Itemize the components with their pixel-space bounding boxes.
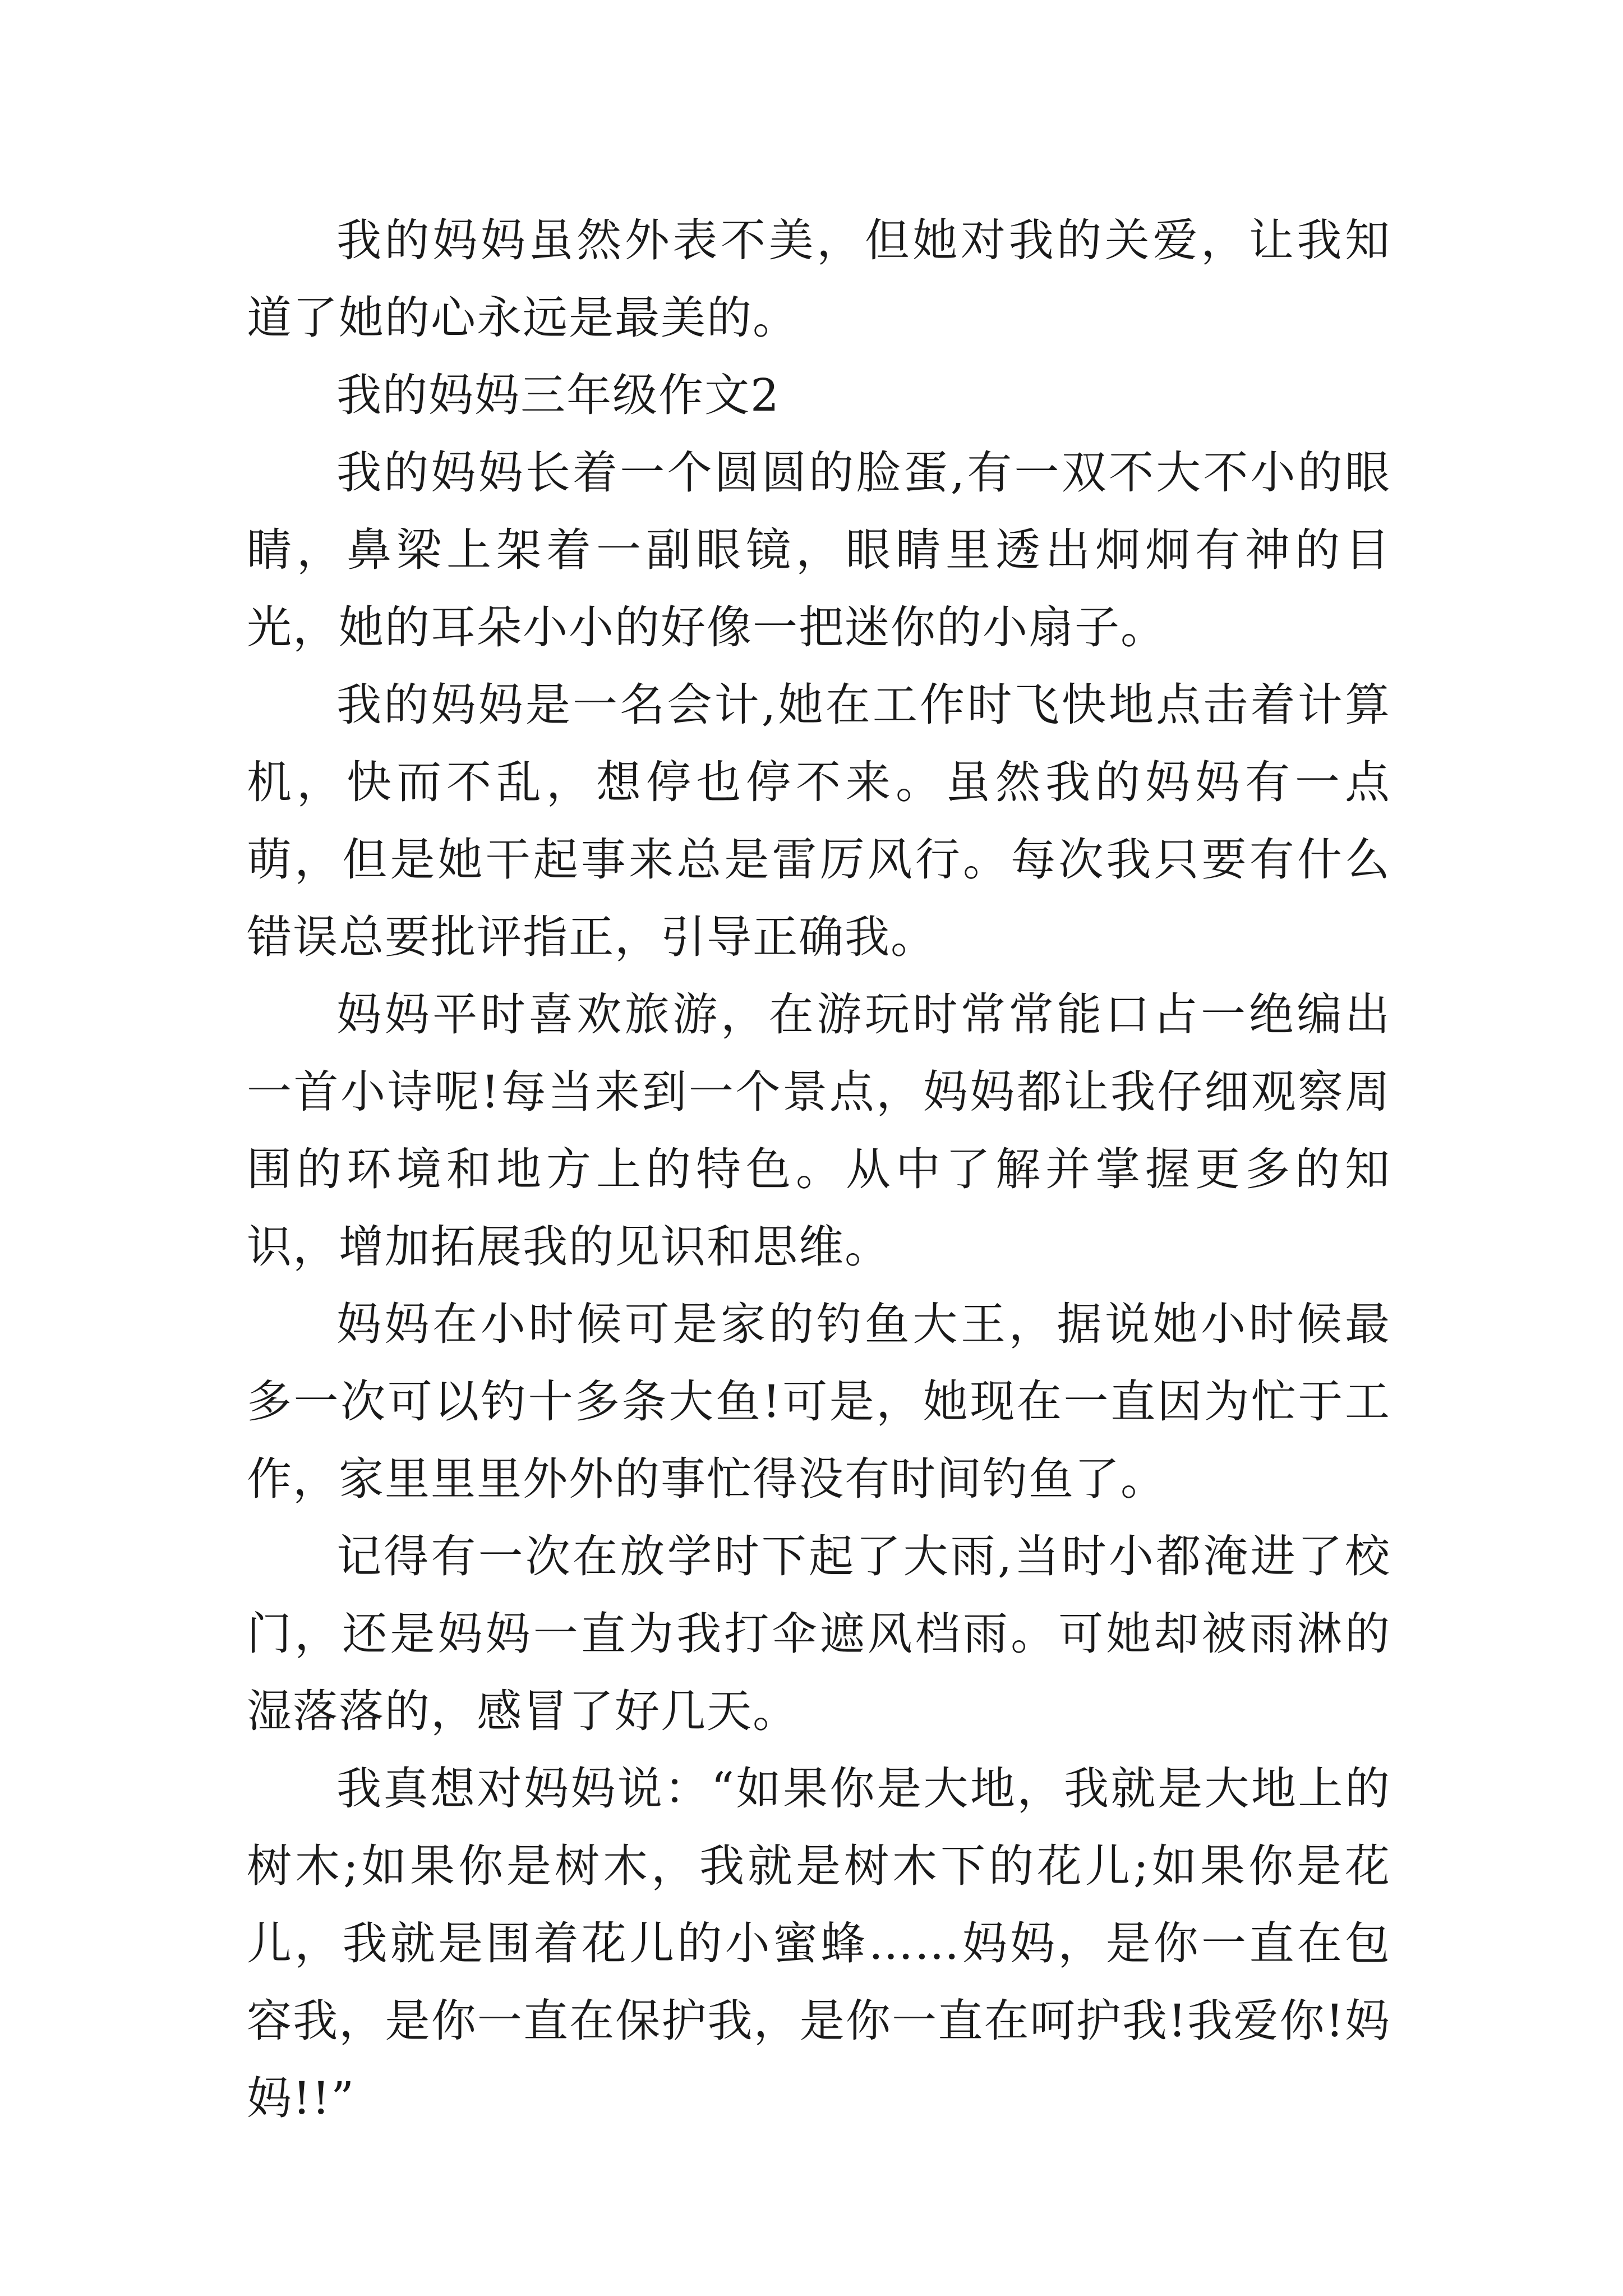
paragraph-3: 我的妈妈是一名会计,她在工作时飞快地点击着计算机，快而不乱，想停也停不来。虽然我的妈妈有一点萌，但是她干起事来总是雷厉风行。每次我只要有什么错误总要批评指正，引导正确我。 — [247, 679, 1391, 963]
paragraph-6: 记得有一次在放学时下起了大雨,当时小都淹进了校门，还是妈妈一直为我打伞遮风档雨。可她却被雨淋的湿落落的，感冒了好几天。 — [247, 1530, 1391, 1737]
paragraph-2: 我的妈妈长着一个圆圆的脸蛋,有一双不大不小的眼睛，鼻梁上架着一副眼镜，眼睛里透出炯炯有神的目光，她的耳朵小小的好像一把迷你的小扇子。 — [247, 447, 1391, 654]
essay-title: 我的妈妈三年级作文2 — [336, 369, 780, 421]
paragraph-5: 妈妈在小时候可是家的钓鱼大王，据说她小时候最多一次可以钓十多条大鱼!可是，她现在一直因为忙于工作，家里里里外外的事忙得没有时间钓鱼了。 — [247, 1298, 1391, 1505]
essay-body — [247, 202, 1391, 2137]
paragraph-7: 我真想对妈妈说：“如果你是大地，我就是大地上的树木;如果你是树木，我就是树木下的花儿;如果你是花儿，我就是围着花儿的小蜜蜂……妈妈，是你一直在包容我，是你一直在保护我，是你一直在呵护我!我爱你!妈妈!!” — [247, 1763, 1391, 2124]
paragraph-1: 我的妈妈虽然外表不美，但她对我的关爱，让我知道了她的心永远是最美的。 — [247, 214, 1391, 344]
paragraph-4: 妈妈平时喜欢旅游，在游玩时常常能口占一绝编出一首小诗呢!每当来到一个景点，妈妈都让我仔细观察周围的环境和地方上的特色。从中了解并掌握更多的知识，增加拓展我的见识和思维。 — [247, 988, 1391, 1273]
